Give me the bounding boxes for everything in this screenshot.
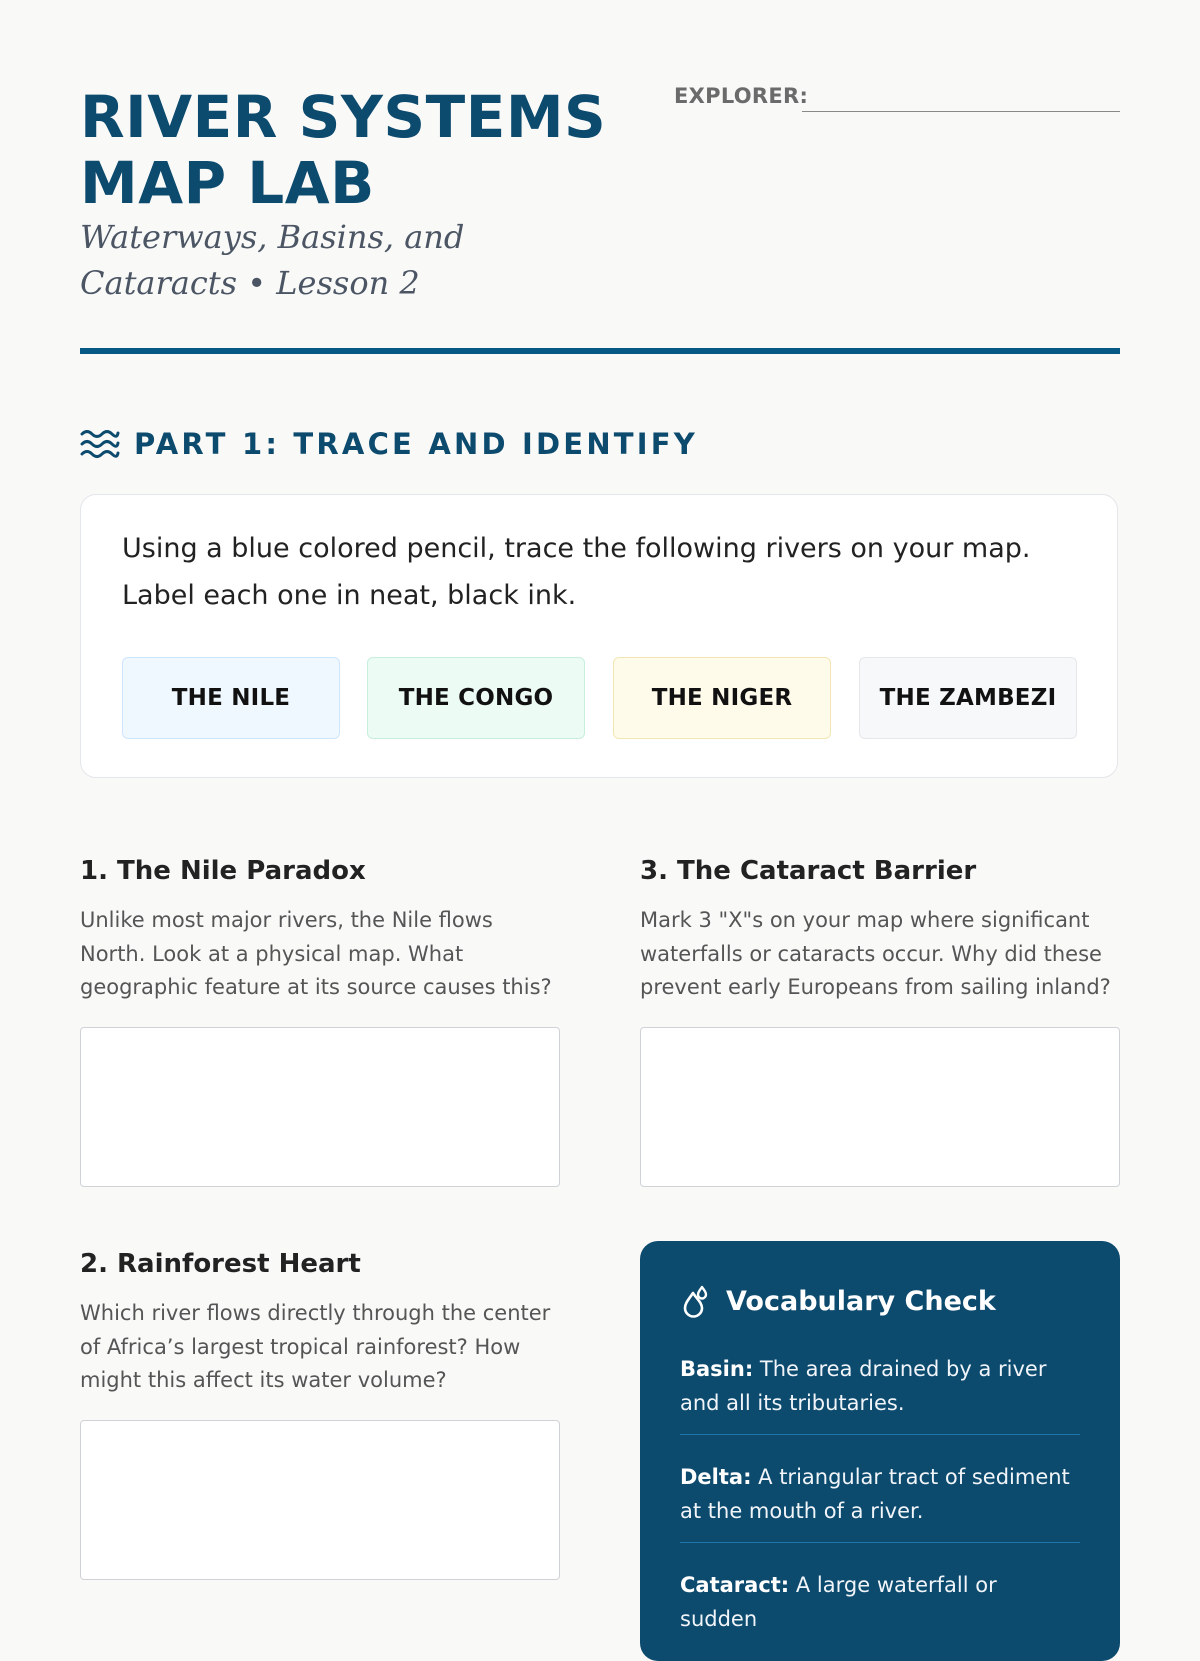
question-text: Mark 3 "X"s on your map where significant waterfalls or cataracts occur. Why did these prevent early Europeans from sailing inland? [640, 908, 1111, 999]
waves-icon [80, 427, 120, 461]
answer-box-cataract-barrier[interactable] [640, 1027, 1120, 1187]
vocabulary-check-panel [640, 1241, 1120, 1661]
explorer-name-field [674, 84, 1120, 114]
header-divider [80, 348, 1120, 354]
vocabulary-title: Vocabulary Check [726, 1285, 996, 1317]
water-drops-icon [680, 1284, 712, 1318]
river-chip-niger: THE NIGER [613, 657, 831, 739]
vocab-definition: A large waterfall or sudden [680, 1573, 997, 1631]
vocab-divider [680, 1542, 1080, 1543]
vocab-item-basin [680, 1353, 1080, 1420]
vocab-definition: A triangular tract of sediment at the mouth of a river. [680, 1465, 1070, 1523]
page-title: RIVER SYSTEMS MAP LAB [80, 83, 607, 217]
vocab-term: Cataract: [680, 1573, 790, 1597]
vocabulary-heading [680, 1281, 996, 1321]
question-title: 2. Rainforest Heart [80, 1249, 361, 1279]
page-subtitle: Waterways, Basins, and Cataracts • Lesson 2 [80, 218, 465, 302]
answer-box-nile-paradox[interactable] [80, 1027, 560, 1187]
question-text: Unlike most major rivers, the Nile flows North. Look at a physical map. What geographic feature at its source causes this? [80, 908, 552, 999]
explorer-name-line [802, 111, 1120, 112]
river-chip-zambezi: THE ZAMBEZI [859, 657, 1077, 739]
part1-heading [80, 422, 698, 466]
part1-title: PART 1: TRACE AND IDENTIFY [134, 427, 698, 461]
vocab-definition: The area drained by a river and all its tributaries. [680, 1357, 1047, 1415]
question-title: 1. The Nile Paradox [80, 856, 366, 886]
vocab-term: Basin: [680, 1357, 754, 1381]
vocab-term: Delta: [680, 1465, 752, 1489]
vocab-divider [680, 1434, 1080, 1435]
trace-instructions-card [80, 494, 1118, 778]
question-cataract-barrier [640, 854, 1120, 1005]
river-chip-nile: THE NILE [122, 657, 340, 739]
answer-box-rainforest-heart[interactable] [80, 1420, 560, 1580]
explorer-label: EXPLORER: [674, 84, 809, 108]
question-rainforest-heart [80, 1247, 560, 1398]
trace-instructions: Using a blue colored pencil, trace the following rivers on your map. Label each one in neat, black ink. [122, 533, 1031, 611]
river-chip-congo: THE CONGO [367, 657, 585, 739]
vocab-item-cataract [680, 1569, 1080, 1636]
question-nile-paradox [80, 854, 560, 1005]
vocab-item-delta [680, 1461, 1080, 1528]
question-title: 3. The Cataract Barrier [640, 856, 977, 886]
question-text: Which river flows directly through the center of Africa’s largest tropical rainforest? How might this affect its water volume? [80, 1301, 551, 1392]
